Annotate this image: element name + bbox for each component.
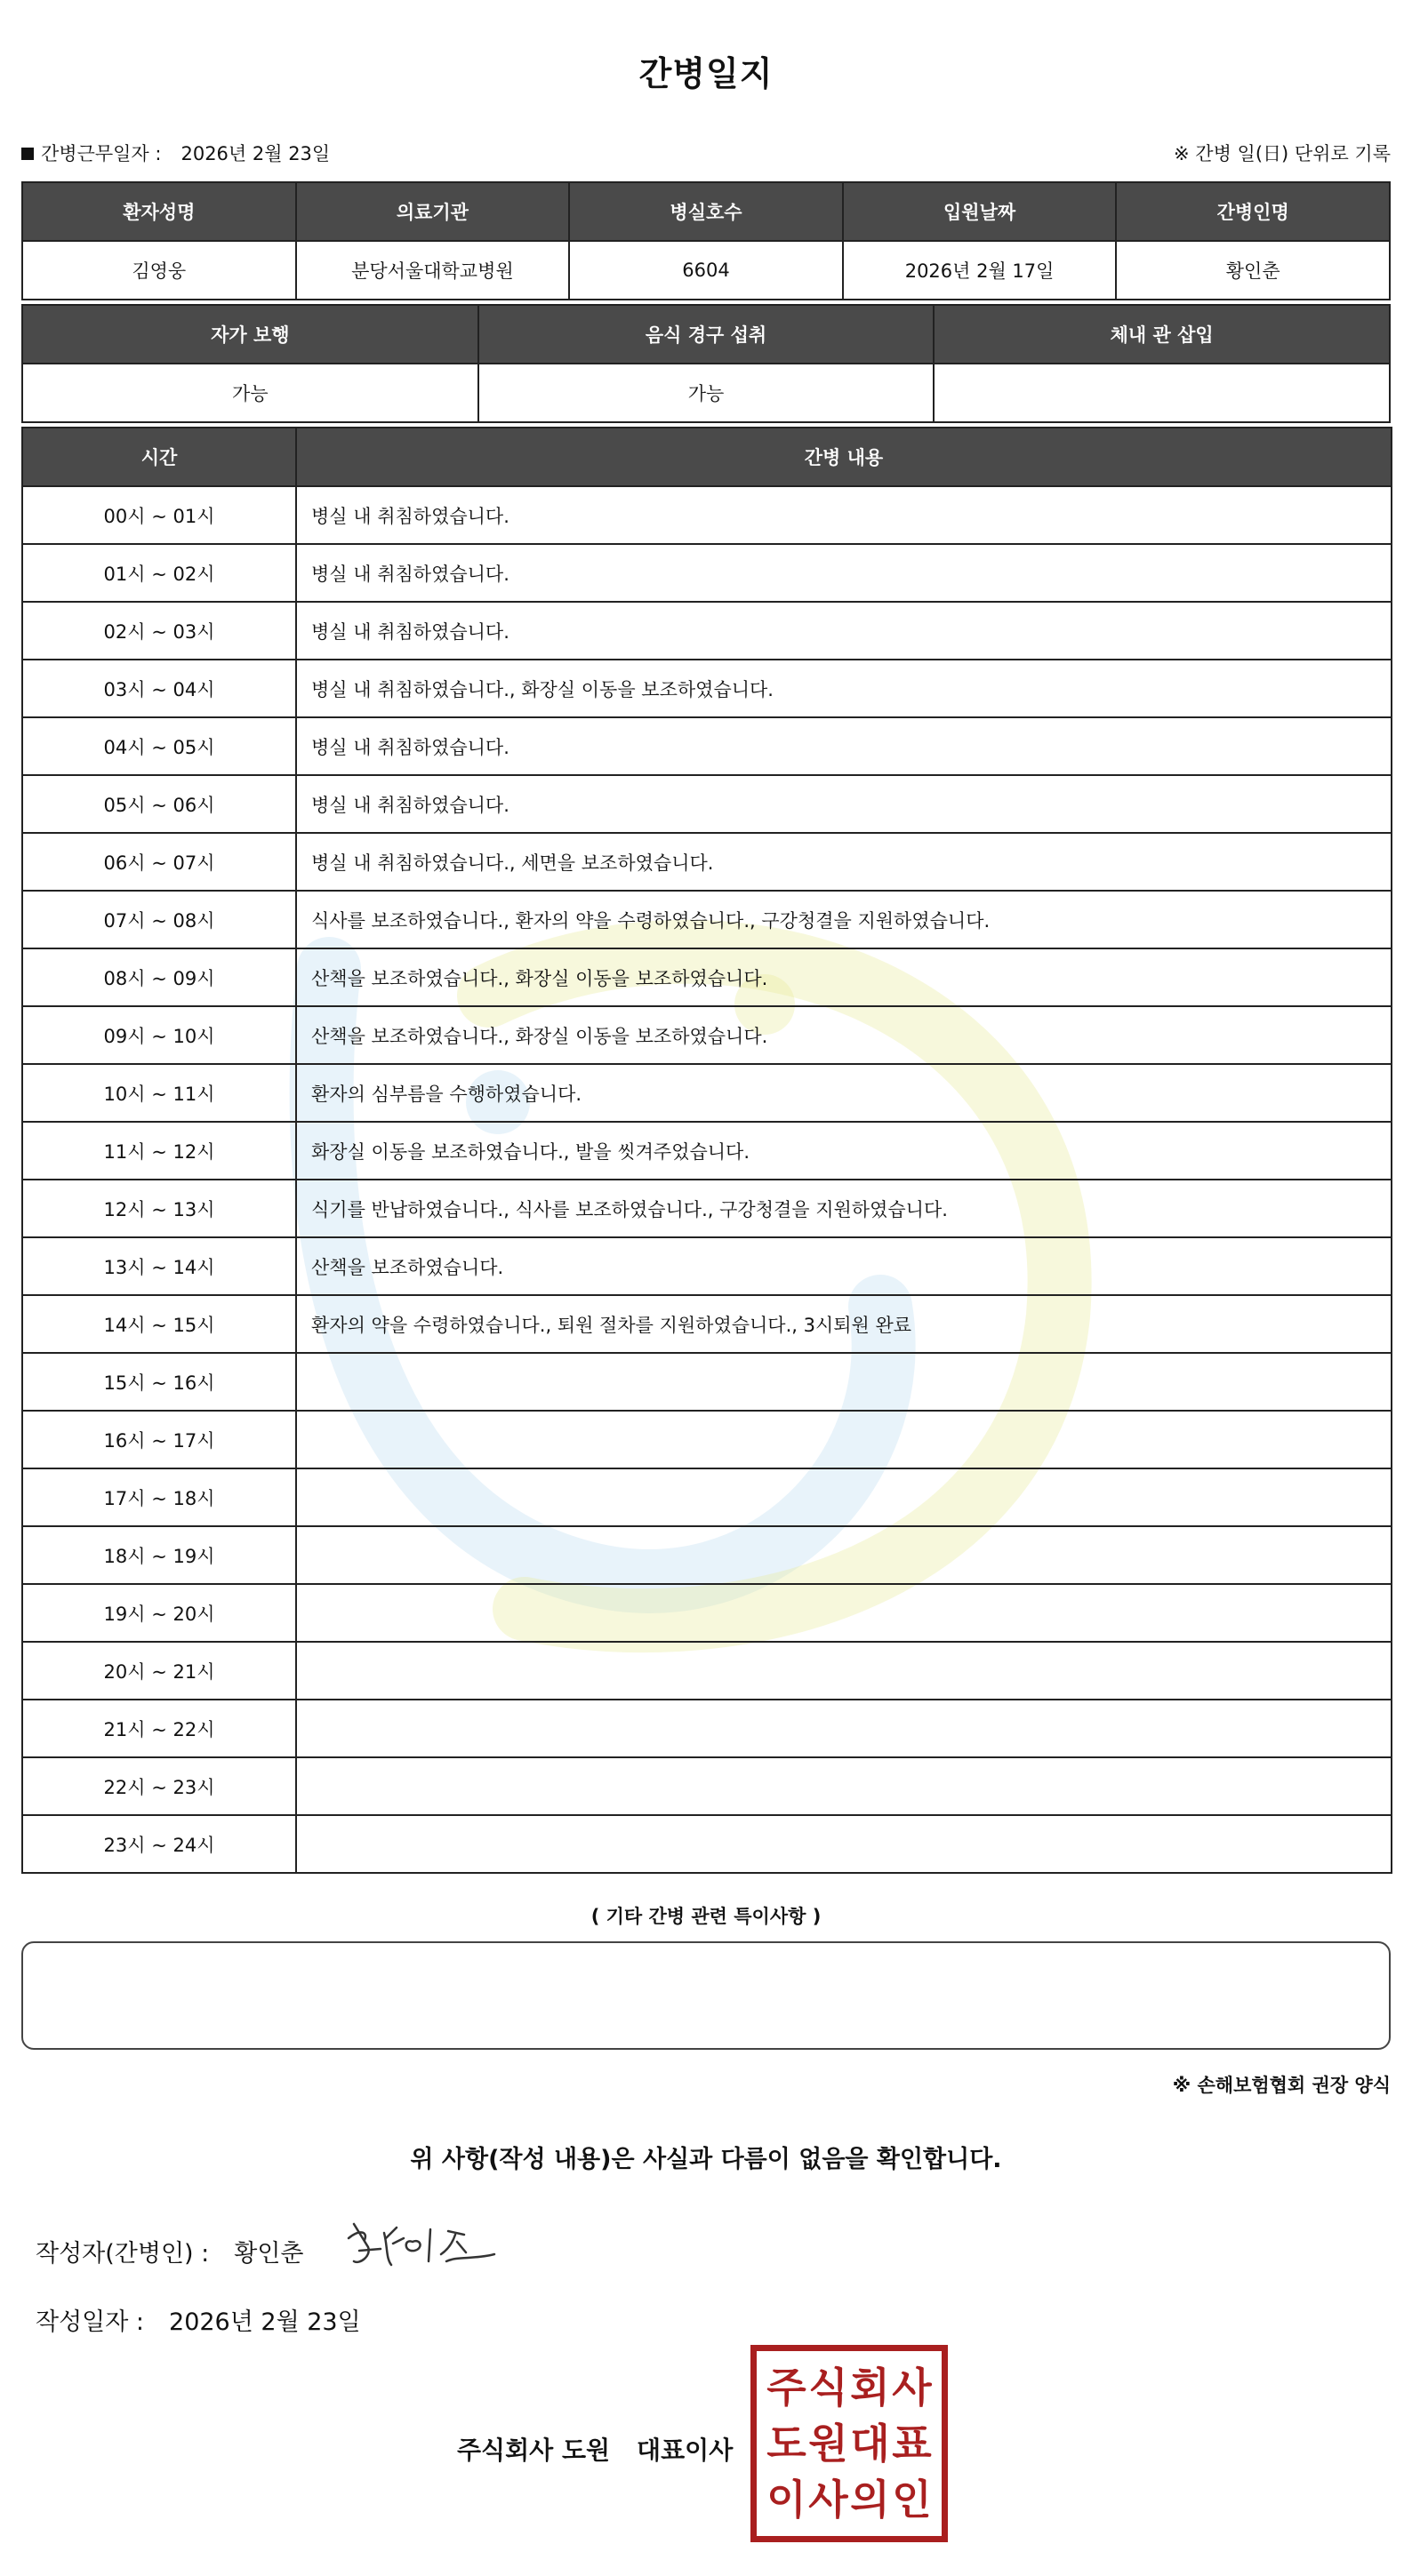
- work-date-label: 간병근무일자 :: [41, 143, 162, 164]
- care-content-cell: [296, 1815, 1392, 1873]
- care-content-cell: 환자의 심부름을 수행하였습니다.: [296, 1064, 1392, 1122]
- table-row: [22, 1757, 1392, 1815]
- table-row: [22, 1353, 1392, 1411]
- care-content-cell: 병실 내 취침하였습니다.: [296, 486, 1392, 544]
- header-caregiver-name: 간병인명: [1116, 182, 1390, 241]
- time-slot-cell: 02시 ~ 03시: [22, 602, 296, 660]
- time-slot-cell: 09시 ~ 10시: [22, 1006, 296, 1064]
- table-row: [22, 1642, 1392, 1700]
- care-content-cell: 병실 내 취침하였습니다.: [296, 544, 1392, 602]
- table-row: [22, 775, 1392, 833]
- care-content-cell: 화장실 이동을 보조하였습니다., 발을 씻겨주었습니다.: [296, 1122, 1392, 1180]
- seal-character: 사: [808, 2475, 848, 2524]
- care-content-cell: [296, 1526, 1392, 1584]
- care-content-cell: 산책을 보조하였습니다., 화장실 이동을 보조하였습니다.: [296, 948, 1392, 1006]
- time-slot-cell: 04시 ~ 05시: [22, 717, 296, 775]
- time-slot-cell: 17시 ~ 18시: [22, 1468, 296, 1526]
- handwritten-signature: [341, 2212, 510, 2283]
- company-name: 주식회사 도원: [457, 2436, 611, 2465]
- patient-info-table: [21, 181, 1391, 300]
- table-row: [22, 1411, 1392, 1468]
- ceo-title: 대표이사: [637, 2436, 734, 2465]
- care-content-cell: 병실 내 취침하였습니다.: [296, 717, 1392, 775]
- care-content-cell: [296, 1411, 1392, 1468]
- patient-status-table: [21, 304, 1391, 423]
- time-slot-cell: 23시 ~ 24시: [22, 1815, 296, 1873]
- table-row: [22, 891, 1392, 948]
- care-content-cell: 병실 내 취침하였습니다.: [296, 775, 1392, 833]
- care-content-cell: [296, 1757, 1392, 1815]
- written-date-row: [36, 2302, 361, 2337]
- table-row: [22, 1122, 1392, 1180]
- care-content-cell: 병실 내 취침하였습니다., 세면을 보조하였습니다.: [296, 833, 1392, 891]
- header-room-number: 병실호수: [569, 182, 843, 241]
- care-content-cell: [296, 1584, 1392, 1642]
- header-admission-date: 입원날짜: [843, 182, 1117, 241]
- time-slot-cell: 13시 ~ 14시: [22, 1237, 296, 1295]
- patient-name-cell: 김영웅: [22, 241, 296, 300]
- hospital-cell: 분당서울대학교병원: [296, 241, 570, 300]
- time-slot-cell: 14시 ~ 15시: [22, 1295, 296, 1353]
- time-slot-cell: 10시 ~ 11시: [22, 1064, 296, 1122]
- time-slot-cell: 20시 ~ 21시: [22, 1642, 296, 1700]
- time-slot-cell: 18시 ~ 19시: [22, 1526, 296, 1584]
- table-row: [22, 1815, 1392, 1873]
- writer-label: 작성자(간병인) :: [36, 2240, 210, 2268]
- table-row: [22, 1468, 1392, 1526]
- care-content-cell: 환자의 약을 수령하였습니다., 퇴원 절차를 지원하였습니다., 3시퇴원 완료: [296, 1295, 1392, 1353]
- care-content-cell: 식사를 보조하였습니다., 환자의 약을 수령하였습니다., 구강청결을 지원하였습니다.: [296, 891, 1392, 948]
- table-row: [22, 1006, 1392, 1064]
- time-slot-cell: 16시 ~ 17시: [22, 1411, 296, 1468]
- header-oral-intake: 음식 경구 섭취: [478, 305, 935, 364]
- seal-character: 회: [850, 2364, 890, 2412]
- caregiver-name-cell: 황인춘: [1116, 241, 1390, 300]
- time-slot-cell: 01시 ~ 02시: [22, 544, 296, 602]
- confirmation-statement: 위 사항(작성 내용)은 사실과 다름이 없음을 확인합니다.: [410, 2146, 1002, 2173]
- table-row: [22, 1526, 1392, 1584]
- table-row: [22, 948, 1392, 1006]
- company-signature-line: [457, 2431, 733, 2467]
- hourly-log-body: [22, 486, 1392, 1873]
- oral-intake-cell: 가능: [478, 364, 935, 422]
- written-date-value: 2026년 2월 23일: [169, 2308, 361, 2336]
- header-care-content: 간병 내용: [296, 428, 1392, 486]
- header-self-walking: 자가 보행: [22, 305, 478, 364]
- time-slot-cell: 21시 ~ 22시: [22, 1700, 296, 1757]
- care-content-cell: [296, 1468, 1392, 1526]
- seal-character: 도: [766, 2419, 806, 2468]
- seal-character: 원: [808, 2419, 848, 2468]
- work-date-row: [21, 140, 330, 166]
- table-row: [22, 1700, 1392, 1757]
- writer-row: [36, 2234, 304, 2268]
- square-bullet-icon: [21, 148, 34, 160]
- record-unit-note: ※ 간병 일(日) 단위로 기록: [1174, 143, 1391, 164]
- seal-character: 표: [892, 2419, 932, 2468]
- header-hospital: 의료기관: [296, 182, 570, 241]
- care-content-cell: [296, 1642, 1392, 1700]
- table-row: [22, 1064, 1392, 1122]
- document-title: 간병일지: [638, 54, 774, 93]
- header-tube-insertion: 체내 관 삽입: [934, 305, 1390, 364]
- table-row: [22, 1237, 1392, 1295]
- self-walking-cell: 가능: [22, 364, 478, 422]
- time-slot-cell: 03시 ~ 04시: [22, 660, 296, 717]
- time-slot-cell: 12시 ~ 13시: [22, 1180, 296, 1237]
- seal-character: 대: [850, 2419, 890, 2468]
- care-content-cell: [296, 1353, 1392, 1411]
- time-slot-cell: 00시 ~ 01시: [22, 486, 296, 544]
- care-content-cell: 산책을 보조하였습니다., 화장실 이동을 보조하였습니다.: [296, 1006, 1392, 1064]
- seal-character: 식: [808, 2364, 848, 2412]
- care-content-cell: 병실 내 취침하였습니다., 화장실 이동을 보조하였습니다.: [296, 660, 1392, 717]
- table-row: [22, 833, 1392, 891]
- recommended-form-note: ※ 손해보험협회 권장 양식: [1172, 2075, 1391, 2096]
- table-row: [22, 1295, 1392, 1353]
- seal-character: 주: [766, 2364, 806, 2412]
- time-slot-cell: 07시 ~ 08시: [22, 891, 296, 948]
- written-date-label: 작성일자 :: [36, 2308, 145, 2336]
- hourly-log-table: [21, 427, 1392, 1874]
- writer-name: 황인춘: [234, 2240, 304, 2268]
- time-slot-cell: 19시 ~ 20시: [22, 1584, 296, 1642]
- table-row: [22, 602, 1392, 660]
- header-patient-name: 환자성명: [22, 182, 296, 241]
- table-row: [22, 1180, 1392, 1237]
- care-content-cell: [296, 1700, 1392, 1757]
- seal-character: 사: [892, 2364, 932, 2412]
- work-date-value: 2026년 2월 23일: [181, 143, 331, 164]
- table-row: [22, 660, 1392, 717]
- care-content-cell: 식기를 반납하였습니다., 식사를 보조하였습니다., 구강청결을 지원하였습니다.: [296, 1180, 1392, 1237]
- company-seal-stamp: [750, 2345, 948, 2542]
- special-notes-box: [21, 1941, 1391, 2050]
- notes-title: ( 기타 간병 관련 특이사항 ): [590, 1906, 822, 1927]
- time-slot-cell: 15시 ~ 16시: [22, 1353, 296, 1411]
- header-time: 시간: [22, 428, 296, 486]
- seal-character: 의: [850, 2475, 890, 2524]
- table-row: [22, 486, 1392, 544]
- care-content-cell: 병실 내 취침하였습니다.: [296, 602, 1392, 660]
- seal-character: 인: [892, 2475, 932, 2524]
- room-number-cell: 6604: [569, 241, 843, 300]
- table-row: [22, 544, 1392, 602]
- time-slot-cell: 22시 ~ 23시: [22, 1757, 296, 1815]
- care-content-cell: 산책을 보조하였습니다.: [296, 1237, 1392, 1295]
- time-slot-cell: 08시 ~ 09시: [22, 948, 296, 1006]
- admission-date-cell: 2026년 2월 17일: [843, 241, 1117, 300]
- table-row: [22, 1584, 1392, 1642]
- time-slot-cell: 06시 ~ 07시: [22, 833, 296, 891]
- time-slot-cell: 11시 ~ 12시: [22, 1122, 296, 1180]
- seal-character: 이: [766, 2475, 806, 2524]
- table-row: [22, 717, 1392, 775]
- tube-insertion-cell: [934, 364, 1390, 422]
- time-slot-cell: 05시 ~ 06시: [22, 775, 296, 833]
